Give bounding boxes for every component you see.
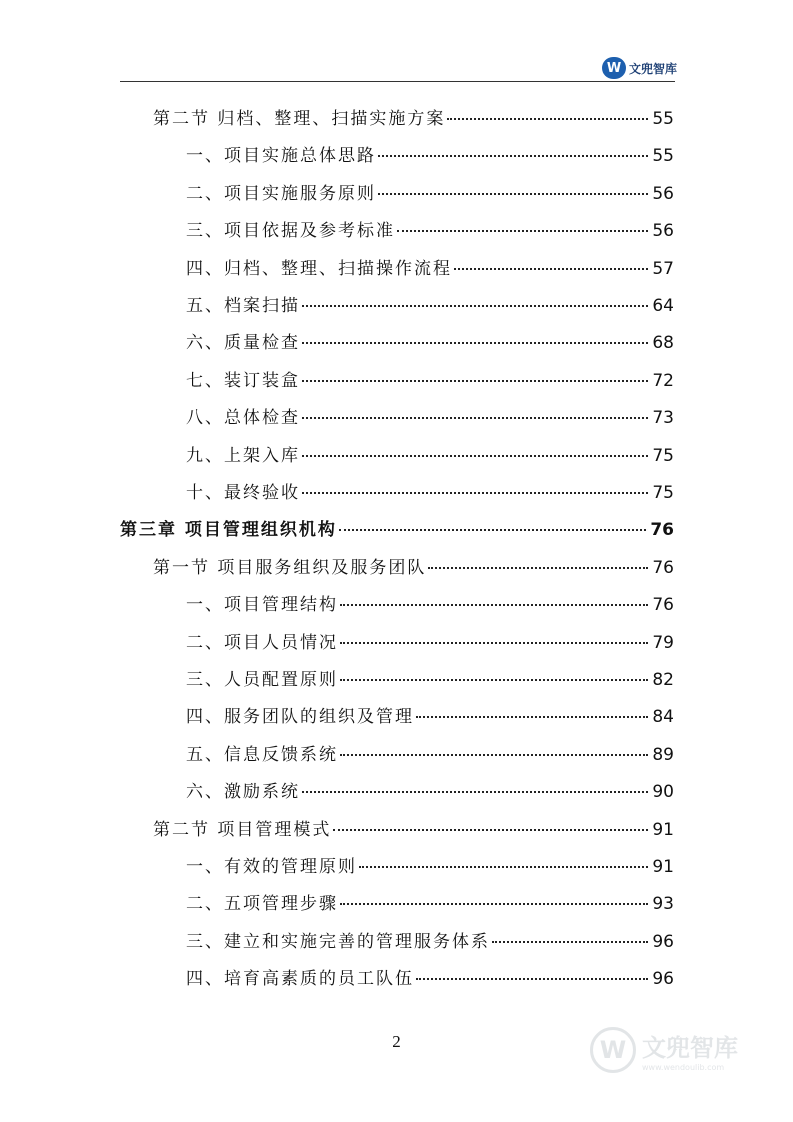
toc-dot-leader: [340, 754, 648, 756]
toc-item-entry[interactable]: [186, 251, 674, 288]
toc-dot-leader: [454, 268, 648, 270]
toc-entry-title: 第二节 归档、整理、扫描实施方案: [153, 109, 446, 129]
toc-dot-leader: [416, 716, 648, 718]
toc-dot-leader: [302, 455, 648, 457]
toc-item-entry[interactable]: [186, 961, 674, 998]
toc-entry-page: 76: [652, 595, 674, 615]
toc-entry-page: 82: [652, 670, 674, 690]
toc-dot-leader: [302, 791, 648, 793]
toc-entry-title: 第三章 项目管理组织机构: [120, 520, 337, 540]
toc-entry-page: 91: [652, 857, 674, 877]
toc-entry-title: 六、质量检查: [186, 333, 300, 353]
toc-entry-title: 八、总体检查: [186, 408, 300, 428]
toc-item-entry[interactable]: [186, 176, 674, 213]
toc-dot-leader: [378, 193, 648, 195]
toc-entry-title: 三、人员配置原则: [186, 670, 338, 690]
toc-entry-title: 十、最终验收: [186, 483, 300, 503]
toc-entry-page: 93: [652, 894, 674, 914]
toc-entry-page: 56: [652, 221, 674, 241]
toc-entry-title: 九、上架入库: [186, 446, 300, 466]
watermark-url: www.wendoulib.com: [642, 1063, 725, 1072]
toc-entry-page: 68: [652, 333, 674, 353]
toc-entry-title: 六、激励系统: [186, 782, 300, 802]
toc-dot-leader: [340, 642, 648, 644]
toc-entry-page: 91: [652, 820, 674, 840]
toc-entry-page: 55: [652, 109, 674, 129]
toc-entry-title: 二、项目实施服务原则: [186, 184, 376, 204]
page-number: 2: [392, 1032, 401, 1051]
toc-entry-title: 第二节 项目管理模式: [153, 820, 332, 840]
toc-entry-title: 五、档案扫描: [186, 296, 300, 316]
watermark-text: 文兜智库: [642, 1034, 738, 1062]
toc-entry-page: 76: [652, 558, 674, 578]
logo-text: 文兜智库: [629, 61, 678, 76]
header-divider: [120, 81, 675, 82]
toc-dot-leader: [302, 380, 648, 382]
toc-item-entry[interactable]: [186, 138, 674, 175]
toc-entry-title: 二、五项管理步骤: [186, 894, 338, 914]
toc-item-entry[interactable]: [186, 587, 674, 624]
watermark-logo-icon: W: [590, 1027, 636, 1073]
toc-entry-title: 一、项目实施总体思路: [186, 146, 376, 166]
toc-entry-page: 75: [652, 483, 674, 503]
header-logo: [602, 56, 677, 80]
toc-entry-title: 五、信息反馈系统: [186, 745, 338, 765]
toc-entry-page: 72: [652, 371, 674, 391]
toc-entry-page: 89: [652, 745, 674, 765]
toc-item-entry[interactable]: [186, 213, 674, 250]
toc-section-entry[interactable]: [153, 101, 674, 138]
toc-dot-leader: [302, 305, 648, 307]
toc-entry-title: 二、项目人员情况: [186, 633, 338, 653]
toc-item-entry[interactable]: [186, 363, 674, 400]
toc-entry-page: 79: [652, 633, 674, 653]
toc-entry-title: 第一节 项目服务组织及服务团队: [153, 558, 427, 578]
toc-dot-leader: [359, 866, 648, 868]
toc-entry-page: 84: [652, 707, 674, 727]
toc-entry-page: 75: [652, 446, 674, 466]
toc-dot-leader: [447, 118, 648, 120]
toc-dot-leader: [397, 230, 648, 232]
toc-entry-title: 一、项目管理结构: [186, 595, 338, 615]
toc-dot-leader: [340, 679, 648, 681]
toc-entry-title: 四、归档、整理、扫描操作流程: [186, 259, 452, 279]
toc-item-entry[interactable]: [186, 737, 674, 774]
toc-entry-page: 57: [652, 259, 674, 279]
toc-item-entry[interactable]: [186, 475, 674, 512]
toc-item-entry[interactable]: [186, 325, 674, 362]
toc-chapter-entry[interactable]: [120, 512, 674, 549]
toc-entry-page: 55: [652, 146, 674, 166]
toc-entry-title: 四、服务团队的组织及管理: [186, 707, 414, 727]
toc-dot-leader: [302, 492, 648, 494]
toc-entry-page: 90: [652, 782, 674, 802]
toc-entry-title: 一、有效的管理原则: [186, 857, 357, 877]
toc-item-entry[interactable]: [186, 699, 674, 736]
toc-dot-leader: [340, 604, 648, 606]
toc-entry-title: 三、项目依据及参考标准: [186, 221, 395, 241]
toc-dot-leader: [340, 903, 648, 905]
toc-dot-leader: [492, 941, 648, 943]
toc-section-entry[interactable]: [153, 812, 674, 849]
toc-item-entry[interactable]: [186, 886, 674, 923]
toc-entry-title: 七、装订装盒: [186, 371, 300, 391]
toc-dot-leader: [302, 417, 648, 419]
toc-entry-page: 64: [652, 296, 674, 316]
toc-item-entry[interactable]: [186, 774, 674, 811]
toc-dot-leader: [416, 978, 648, 980]
toc-entry-page: 56: [652, 184, 674, 204]
toc-item-entry[interactable]: [186, 625, 674, 662]
toc-entry-title: 四、培育高素质的员工队伍: [186, 969, 414, 989]
toc-entry-title: 三、建立和实施完善的管理服务体系: [186, 932, 490, 952]
toc-item-entry[interactable]: [186, 400, 674, 437]
toc-dot-leader: [333, 829, 648, 831]
watermark: [590, 1022, 760, 1078]
toc-item-entry[interactable]: [186, 849, 674, 886]
logo-icon: W: [602, 57, 626, 79]
toc-entry-page: 73: [652, 408, 674, 428]
toc-item-entry[interactable]: [186, 438, 674, 475]
toc-dot-leader: [339, 529, 646, 531]
toc-entry-page: 96: [652, 932, 674, 952]
toc-dot-leader: [302, 342, 648, 344]
toc-section-entry[interactable]: [153, 550, 674, 587]
toc-dot-leader: [378, 155, 648, 157]
toc-item-entry[interactable]: [186, 288, 674, 325]
toc-entry-page: 96: [652, 969, 674, 989]
toc-item-entry[interactable]: [186, 924, 674, 961]
toc-dot-leader: [428, 567, 648, 569]
toc-entry-page: 76: [650, 520, 674, 540]
toc-item-entry[interactable]: [186, 662, 674, 699]
